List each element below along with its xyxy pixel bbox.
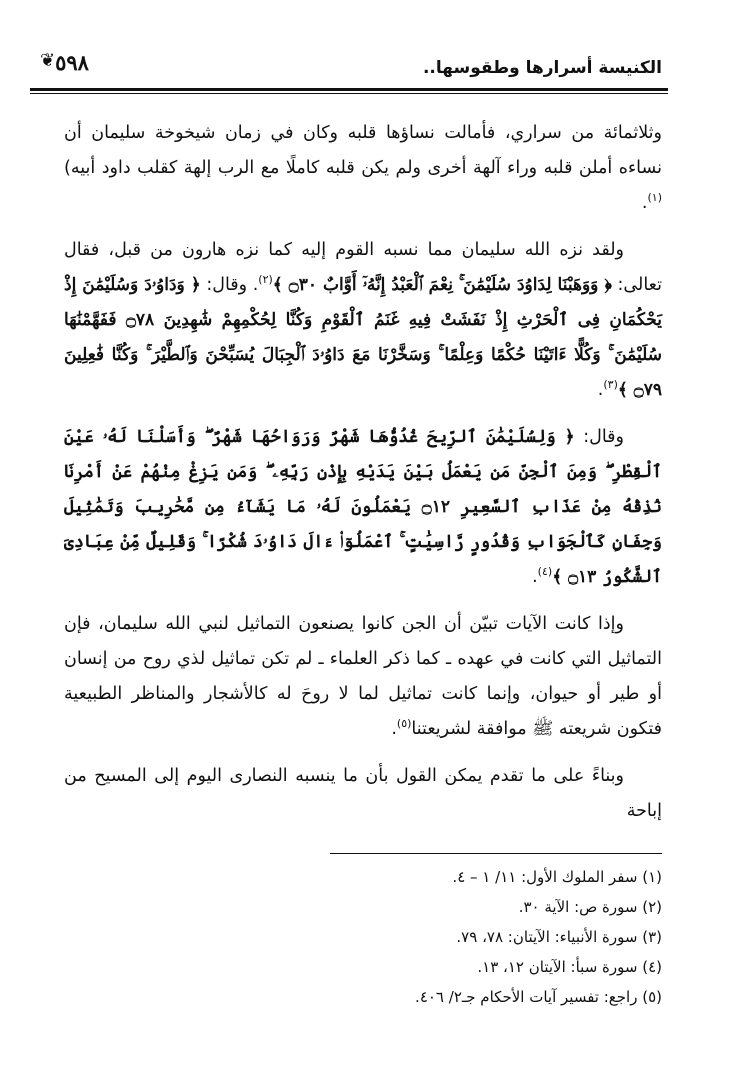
footnote-4: (٤) سورة سبأ: الآيتان ١٢، ١٣. [477, 958, 662, 976]
quran-quote-3: ﴿ وَلِسُلَيْمَٰنَ ٱلرِّيحَ غُدُوُّهَا شَهْرٌ وَرَوَاحُهَا شَهْرٌ ۖ وَأَسَلْنَا لَهُۥ عَيْنَ ٱلْقِطْرِ ۖ وَمِنَ ٱلْجِنِّ مَن يَعْمَلُ بَيْنَ يَدَيْهِ بِإِذْنِ رَبِّهِۦ ۖ وَمَن يَزِغْ مِنْهُمْ عَنْ أَمْرِنَا نُذِقْهُ مِنْ عَذَابِ ٱلسَّعِيرِ ۝١٢ يَعْمَلُونَ لَهُۥ مَا يَشَآءُ مِن مَّحَٰرِيبَ وَتَمَٰثِيلَ وَجِفَانٍ كَٱلْجَوَابِ وَقُدُورٍ رَّاسِيَٰتٍ ۚ ٱعْمَلُوٓا۟ ءَالَ دَاوُۥدَ شُكْرًا ۚ وَقَلِيلٌ مِّنْ عِبَادِىَ ٱلشَّكُورُ ۝١٣ ﴾ [64, 427, 662, 587]
footnote-ref-2: (٢) [258, 273, 273, 287]
page-number-text: ٥٩٨ [55, 50, 89, 75]
footnote-2: (٢) سورة ص: الآية ٣٠. [518, 898, 662, 916]
footnote-ref-1: (١) [647, 191, 662, 205]
footnote-rule [330, 853, 662, 854]
quran-quote-1: ﴿ وَوَهَبْنَا لِدَاوُدَ سُلَيْمَٰنَ ۚ نِعْمَ ٱلْعَبْدُ إِنَّهُۥٓ أَوَّابٌ ۝٣٠ ﴾ [272, 275, 612, 295]
paragraph-4: وإذا كانت الآيات تبيّن أن الجن كانوا يصنعون التماثيل لنبي الله سليمان، فإن التماثيل التي كانت في عهده ـ كما ذكر العلماء ـ لم تكن تماثيل لذي روح من إنسان أو طير أو حيوان، وإنما كانت تماثيل لما لا روحَ له كالأشجار والمناظر الطبيعية فتكون شريعته ﷺ موافقة لشريعتنا$^{(٥)}$. [64, 614, 662, 739]
ornament-icon: ❦ [40, 50, 56, 71]
running-title: الكنيسة أسرارها وطقوسها.. [422, 58, 662, 78]
main-text [64, 116, 662, 841]
paragraph-1: وثلاثمائة من سراري، فأمالت نساؤها قلبه وكان في زمان شيخوخة سليمان أن نساءه أملن قلبه وراء آلهة أخرى ولم يكن قلبه كاملًا مع الرب إلهة كقلب داود أبيه)$^{(١)}$. [64, 123, 662, 213]
footnote-1: (١) سفر الملوك الأول: ١١/ ١ – ٤. [452, 868, 662, 886]
paragraph-5: وبناءً على ما تقدم يمكن القول بأن ما ينسبه النصارى اليوم إلى المسيح من إباحة [64, 766, 662, 821]
quran-quote-2: ﴿ وَدَاوُۥدَ وَسُلَيْمَٰنَ إِذْ يَحْكُمَانِ فِى ٱلْحَرْثِ إِذْ نَفَشَتْ فِيهِ غَنَمُ ٱلْقَوْمِ وَكُنَّا لِحُكْمِهِمْ شَٰهِدِينَ ۝٧٨ فَفَهَّمْنَٰهَا سُلَيْمَٰنَ ۚ وَكُلًّا ءَاتَيْنَا حُكْمًا وَعِلْمًا ۚ وَسَخَّرْنَا مَعَ دَاوُۥدَ ٱلْجِبَالَ يُسَبِّحْنَ وَٱلطَّيْرَ ۚ وَكُنَّا فَٰعِلِينَ ۝٧٩ ﴾ [64, 275, 662, 400]
paragraph-3: وقال: ﴿ وَلِسُلَيْمَٰنَ ٱلرِّيحَ غُدُوُّهَا شَهْرٌ وَرَوَاحُهَا شَهْرٌ ۖ وَأَسَلْنَا لَهُۥ عَيْنَ ٱلْقِطْرِ ۖ وَمِنَ ٱلْجِنِّ مَن يَعْمَلُ بَيْنَ يَدَيْهِ بِإِذْنِ رَبِّهِۦ ۖ وَمَن يَزِغْ مِنْهُمْ عَنْ أَمْرِنَا نُذِقْهُ مِنْ عَذَابِ ٱلسَّعِيرِ ۝١٢ يَعْمَلُونَ لَهُۥ مَا يَشَآءُ مِن مَّحَٰرِيبَ وَتَمَٰثِيلَ وَجِفَانٍ كَٱلْجَوَابِ وَقُدُورٍ رَّاسِيَٰتٍ ۚ ٱعْمَلُوٓا۟ ءَالَ دَاوُۥدَ شُكْرًا ۚ وَقَلِيلٌ مِّنْ عِبَادِىَ ٱلشَّكُورُ ۝١٣ ﴾$^{(٤)}$. [64, 427, 662, 587]
footnote-3: (٣) سورة الأنبياء: الآيتان: ٧٨، ٧٩. [456, 928, 662, 946]
footnote-5: (٥) راجع: تفسير آيات الأحكام جـ٢/ ٤٠٦. [415, 988, 662, 1006]
footnote-ref-3: (٣) [603, 378, 618, 392]
page-number [34, 50, 124, 75]
footnotes [64, 862, 662, 1012]
paragraph-2: ولقد نزه الله سليمان مما نسبه القوم إليه كما نزه هارون من قبل، فقال تعالى: ﴿ وَوَهَبْنَا لِدَاوُدَ سُلَيْمَٰنَ ۚ نِعْمَ ٱلْعَبْدُ إِنَّهُۥٓ أَوَّابٌ ۝٣٠ ﴾$^{(٢)}$. وقال: ﴿ وَدَاوُۥدَ وَسُلَيْمَٰنَ إِذْ يَحْكُمَانِ فِى ٱلْحَرْثِ إِذْ نَفَشَتْ فِيهِ غَنَمُ ٱلْقَوْمِ وَكُنَّا لِحُكْمِهِمْ شَٰهِدِينَ ۝٧٨ فَفَهَّمْنَٰهَا سُلَيْمَٰنَ ۚ وَكُلًّا ءَاتَيْنَا حُكْمًا وَعِلْمًا ۚ وَسَخَّرْنَا مَعَ دَاوُۥدَ ٱلْجِبَالَ يُسَبِّحْنَ وَٱلطَّيْرَ ۚ وَكُنَّا فَٰعِلِينَ ۝٧٩ ﴾$^{(٣)}$. [64, 240, 662, 400]
footnote-ref-4: (٤) [537, 565, 553, 579]
footnote-ref-5: (٥) [396, 717, 412, 731]
header-rule [30, 88, 668, 94]
